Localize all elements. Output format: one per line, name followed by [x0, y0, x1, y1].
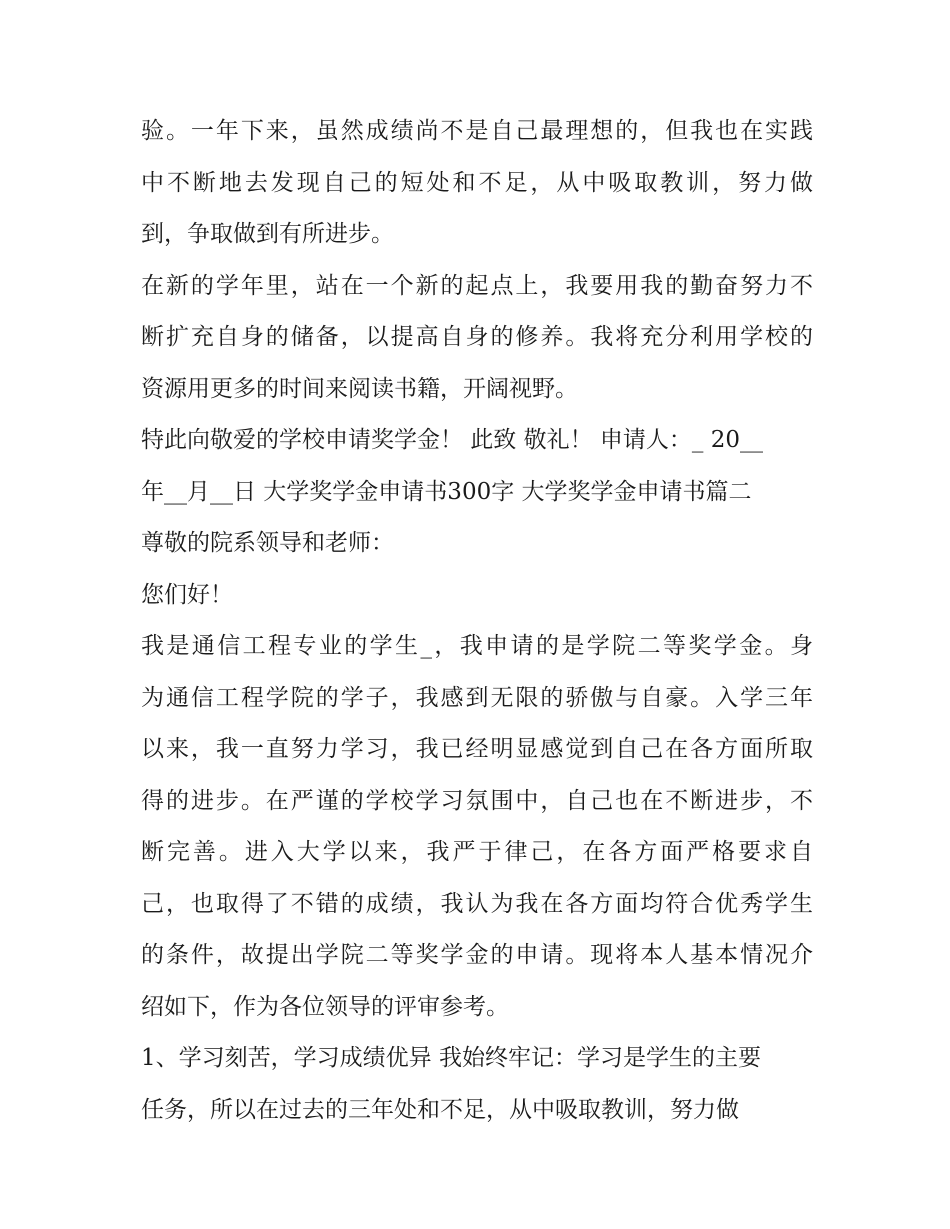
text-line: 尊敬的院系领导和老师：: [141, 530, 394, 556]
text-line: 得的进步。在严谨的学校学习氛围中，自己也在不断进步，不: [141, 787, 813, 814]
text-line: 断完善。进入大学以来，我严于律己，在各方面严格要求自: [141, 839, 813, 865]
text-line: 断扩充自身的储备，以提高自身的修养。我将充分利用学校的: [141, 324, 813, 350]
text-line: 中不断地去发现自己的短处和不足，从中吸取教训，努力做: [141, 169, 813, 196]
text-line: 您们好！: [141, 581, 233, 608]
text-line: 己，也取得了不错的成绩，我认为我在各方面均符合优秀学生: [141, 890, 813, 917]
text-line: 资源用更多的时间来阅读书籍，开阔视野。: [141, 375, 578, 402]
text-line: 的条件，故提出学院二等奖学金的申请。现将本人基本情况介: [141, 942, 813, 968]
text-line: 年__月__日 大学奖学金申请书300字 大学奖学金申请书篇二: [141, 478, 752, 505]
text-line: 任务，所以在过去的三年处和不足，从中吸取教训，努力做: [141, 1096, 739, 1123]
text-line: 到，争取做到有所进步。: [141, 221, 394, 247]
text-line: 1、学习刻苦，学习成绩优异 我始终牢记：学习是学生的主要: [141, 1045, 761, 1071]
text-line: 特此向敬爱的学校申请奖学金！ 此致 敬礼！ 申请人：_ 20__: [141, 427, 764, 453]
text-line: 以来，我一直努力学习，我已经明显感觉到自己在各方面所取: [141, 736, 813, 762]
text-line: 在新的学年里，站在一个新的起点上，我要用我的勤奋努力不: [141, 272, 813, 299]
text-line: 验。一年下来，虽然成绩尚不是自己最理想的，但我也在实践: [141, 118, 813, 144]
text-line: 我是通信工程专业的学生_，我申请的是学院二等奖学金。身: [141, 633, 813, 659]
document-body: [141, 106, 813, 1136]
text-line: 绍如下，作为各位领导的评审参考。: [141, 993, 509, 1020]
text-line: 为通信工程学院的学子，我感到无限的骄傲与自豪。入学三年: [141, 684, 813, 711]
